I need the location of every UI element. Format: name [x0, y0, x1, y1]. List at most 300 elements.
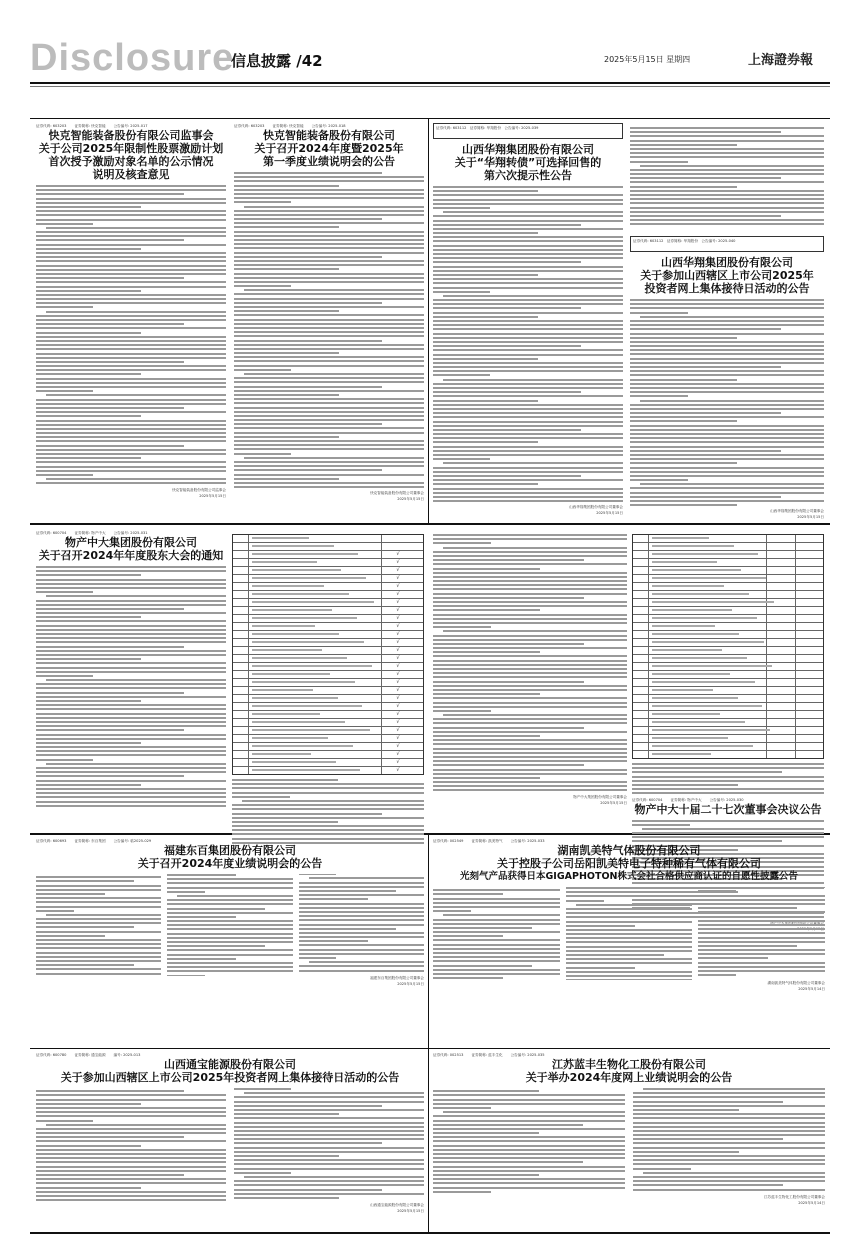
- body-text-line: [433, 706, 627, 708]
- body-text-line: [633, 1184, 783, 1186]
- table-row: [233, 559, 423, 567]
- body-text-line: [36, 604, 226, 606]
- body-text-line: [36, 784, 141, 786]
- body-text-line: [36, 1157, 226, 1159]
- body-text-line: [36, 1132, 226, 1134]
- body-text-line: [633, 1159, 825, 1161]
- body-text-line: [36, 1107, 226, 1109]
- check-icon: √: [396, 599, 400, 605]
- body-text-line: [433, 479, 623, 481]
- body-text-line: [234, 222, 424, 224]
- body-text-line: [566, 908, 693, 910]
- body-text-line: [36, 671, 226, 673]
- body-text-line: [433, 362, 623, 364]
- body-text-line: [433, 1145, 625, 1147]
- body-text-line: [36, 885, 161, 887]
- body-text-line: [36, 420, 226, 422]
- body-text-line: [234, 331, 424, 333]
- body-text-line: [433, 965, 532, 967]
- body-text-line: [36, 206, 141, 208]
- body-text-line: [36, 327, 226, 329]
- body-text-line: [433, 1136, 625, 1138]
- body-text-line: [433, 1094, 625, 1096]
- body-text-line: [433, 588, 627, 590]
- body-text-line: [36, 466, 226, 468]
- notice-signature: 山西通宝能源股份有限公司董事会: [370, 1203, 424, 1208]
- body-text-line: [433, 228, 623, 230]
- body-text-line: [566, 950, 693, 952]
- body-text-line: [698, 945, 797, 947]
- body-text-line: [36, 897, 161, 899]
- body-text-line: [630, 504, 737, 506]
- check-icon: √: [396, 615, 400, 621]
- body-text-line: [36, 750, 226, 752]
- body-text-line: [433, 224, 581, 226]
- table-row: [633, 703, 823, 711]
- body-text-line: [640, 400, 824, 402]
- body-text-line: [633, 1147, 825, 1149]
- body-text-line: [698, 899, 825, 901]
- body-text-line: [46, 394, 226, 396]
- body-text-line: [36, 759, 93, 761]
- body-text-line: [244, 373, 424, 375]
- body-text-line: [299, 911, 424, 913]
- body-text-line: [167, 899, 292, 901]
- body-text-line: [46, 914, 161, 916]
- body-text-line: [234, 201, 291, 203]
- body-text-line: [232, 829, 424, 831]
- body-text-line: [433, 291, 490, 293]
- body-text-line: [36, 315, 226, 317]
- body-text-line: [433, 1149, 625, 1151]
- body-text-line: [234, 277, 424, 279]
- body-text-line: [698, 962, 825, 964]
- body-text-line: [234, 256, 382, 258]
- body-text-line: [630, 450, 781, 452]
- body-text-line: [698, 932, 825, 934]
- body-text-line: [433, 668, 627, 670]
- body-text-line: [36, 931, 161, 933]
- body-text-line: [234, 478, 339, 480]
- section-label: 信息披露 /42: [231, 52, 323, 70]
- body-text-line: [433, 551, 627, 553]
- body-text-line: [36, 189, 226, 191]
- table-row: [633, 551, 823, 559]
- body-text-line: [698, 953, 825, 955]
- body-text-line: [630, 391, 824, 393]
- body-text-line: [299, 882, 424, 884]
- body-text-line: [433, 618, 627, 620]
- body-text-line: [36, 223, 93, 225]
- body-text-line: [36, 302, 226, 304]
- table-row: [633, 583, 823, 591]
- body-text-line: [36, 336, 226, 338]
- body-text-line: [433, 236, 623, 238]
- check-icon: √: [396, 647, 400, 653]
- body-text-line: [244, 289, 424, 291]
- body-text-line: [433, 253, 623, 255]
- body-text-line: [234, 394, 339, 396]
- body-text-line: [433, 274, 538, 276]
- body-text-line: [36, 185, 226, 187]
- body-text-line: [36, 1187, 141, 1189]
- body-text-line: [433, 467, 623, 469]
- body-text-line: [433, 412, 623, 414]
- body-text-line: [433, 1120, 625, 1122]
- body-text-line: [630, 387, 824, 389]
- table-row: [633, 559, 823, 567]
- body-text-line: [433, 475, 581, 477]
- notice-subtitle: 第一季度业绩说明会的公告: [263, 155, 395, 168]
- body-text-line: [698, 966, 825, 968]
- body-text-line: [36, 399, 226, 401]
- body-text-line: [36, 378, 226, 380]
- body-text-line: [234, 1180, 424, 1182]
- table-row: [633, 639, 823, 647]
- body-text-line: [232, 817, 424, 819]
- body-text-line: [630, 383, 824, 385]
- body-text-line: [242, 800, 424, 802]
- body-text-line: [698, 920, 825, 922]
- notice-signature: 湖南凯美特气体股份有限公司董事会: [767, 980, 825, 985]
- check-icon: √: [396, 679, 400, 685]
- body-text-line: [433, 358, 538, 360]
- body-text-line: [632, 780, 824, 782]
- body-text-line: [433, 441, 538, 443]
- body-text-line: [698, 974, 736, 976]
- body-text-line: [36, 734, 226, 736]
- check-icon: √: [396, 591, 400, 597]
- body-text-line: [630, 148, 824, 150]
- body-text-line: [36, 625, 226, 627]
- body-text-line: [36, 1090, 184, 1092]
- body-text-line: [299, 890, 397, 892]
- body-text-line: [698, 928, 825, 930]
- body-text-line: [36, 457, 141, 459]
- notice-title: 福建东百集团股份有限公司: [164, 844, 296, 857]
- body-text-line: [36, 1128, 226, 1130]
- body-text-line: [433, 1132, 539, 1134]
- body-text-line: [36, 796, 226, 798]
- body-text-line: [36, 411, 226, 413]
- body-text-line: [433, 534, 627, 536]
- body-text-line: [36, 574, 141, 576]
- body-text-line: [36, 373, 141, 375]
- body-text-line: [566, 941, 693, 943]
- body-text-line: [566, 971, 693, 973]
- body-text-line: [234, 197, 424, 199]
- body-text-line: [630, 366, 781, 368]
- body-text-line: [433, 1140, 625, 1142]
- body-text-line: [36, 340, 226, 342]
- body-text-line: [433, 927, 532, 929]
- body-text-line: [433, 1178, 625, 1180]
- body-text-line: [433, 1107, 491, 1109]
- body-text-line: [234, 386, 382, 388]
- notice-subtitle: 光刻气产品获得日本GIGAPHOTON株式会社合格供应商认证的自愿性披露公告: [460, 871, 798, 882]
- body-text-line: [630, 341, 824, 343]
- body-text-line: [433, 341, 623, 343]
- authorization-table: [632, 534, 824, 759]
- body-text-line: [633, 1142, 825, 1144]
- table-row: [633, 679, 823, 687]
- body-text-line: [234, 1189, 382, 1191]
- body-text-line: [234, 185, 339, 187]
- body-text-line: [234, 419, 424, 421]
- check-icon: √: [396, 559, 400, 565]
- body-text-line: [36, 587, 226, 589]
- body-text-line: [433, 328, 623, 330]
- body-text-line: [630, 173, 824, 175]
- body-text-line: [234, 247, 424, 249]
- body-text-line: [433, 245, 623, 247]
- body-text-line: [433, 1174, 539, 1176]
- body-text-line: [433, 948, 560, 950]
- body-text-line: [36, 286, 226, 288]
- body-text-line: [633, 1189, 825, 1191]
- notice-title: 快克智能装备股份有限公司: [263, 129, 395, 142]
- body-text-line: [167, 882, 292, 884]
- body-text-line: [36, 906, 161, 908]
- body-text-line: [234, 365, 424, 367]
- body-text-line: [167, 966, 292, 968]
- body-text-line: [234, 226, 339, 228]
- body-text-line: [167, 962, 292, 964]
- body-text-line: [433, 756, 627, 758]
- body-text-line: [630, 404, 824, 406]
- body-text-line: [433, 215, 623, 217]
- body-text-line: [433, 902, 560, 904]
- body-text-line: [167, 954, 292, 956]
- notice-kuake-supervisory: 证券代码: 603203 证券简称: 快克智能 公告编号: 2025-017 快克智能装备股份有限公司监事会 关于公司2025年限制性股票激励计划 首次授予激励对象名单的公示情况 说明及核查意见 快克智能装备股份有限公司监事会 2025年5月15日: [36, 124, 226, 498]
- body-text-line: [566, 967, 636, 969]
- body-text-line: [36, 1174, 184, 1176]
- body-text-line: [36, 910, 74, 912]
- body-text-line: [433, 576, 627, 578]
- body-text-line: [234, 377, 424, 379]
- body-text-line: [36, 1136, 184, 1138]
- notice-title: 物产中大集团股份有限公司: [65, 536, 197, 549]
- table-row: [233, 599, 423, 607]
- notice-subtitle: 关于控股子公司岳阳凯美特电子特种稀有气体有限公司: [497, 857, 761, 870]
- body-text-line: [36, 667, 226, 669]
- body-text-line: [630, 412, 781, 414]
- body-text-line: [443, 547, 627, 549]
- body-text-line: [36, 721, 226, 723]
- check-icon: √: [396, 639, 400, 645]
- body-text-line: [433, 433, 623, 435]
- body-text-line: [640, 165, 824, 167]
- body-text-line: [167, 903, 292, 905]
- body-text-line: [36, 629, 226, 631]
- body-text-line: [630, 299, 824, 301]
- body-text-line: [36, 1111, 226, 1113]
- body-text-line: [36, 725, 226, 727]
- body-text-line: [433, 563, 627, 565]
- notice-title: 江苏蓝丰生物化工股份有限公司: [552, 1058, 706, 1071]
- body-text-line: [234, 281, 424, 283]
- table-row: [633, 535, 823, 543]
- body-text-line: [234, 415, 424, 417]
- body-text-line: [36, 440, 226, 442]
- body-text-line: [36, 1140, 226, 1142]
- body-text-line: [234, 369, 291, 371]
- table-row: [233, 687, 423, 695]
- body-text-line: [234, 1122, 424, 1124]
- body-text-line: [299, 903, 424, 905]
- notice-title: 快克智能装备股份有限公司监事会: [48, 129, 214, 142]
- body-text-line: [234, 1159, 424, 1161]
- body-text-line: [36, 754, 226, 756]
- body-text-line: [36, 641, 226, 643]
- body-text-line: [433, 458, 490, 460]
- body-text-line: [433, 614, 627, 616]
- body-text-line: [299, 898, 368, 900]
- body-text-line: [633, 1176, 825, 1178]
- body-text-line: [36, 432, 226, 434]
- body-text-line: [633, 1155, 825, 1157]
- proposal-table: [232, 534, 424, 775]
- body-text-line: [244, 457, 424, 459]
- body-text-line: [566, 946, 693, 948]
- body-text-line: [630, 379, 737, 381]
- body-text-line: [36, 805, 226, 807]
- notice-subtitle: 投资者网上集体接待日活动的公告: [644, 282, 810, 295]
- body-text-line: [433, 316, 538, 318]
- body-text-line: [234, 436, 339, 438]
- table-row: [633, 599, 823, 607]
- table-row: [633, 671, 823, 679]
- body-text-line: [36, 403, 226, 405]
- body-text-line: [433, 337, 623, 339]
- body-text-line: [36, 436, 226, 438]
- body-text-line: [433, 199, 623, 201]
- body-text-line: [36, 1115, 226, 1117]
- body-text-line: [630, 190, 824, 192]
- body-text-line: [433, 324, 623, 326]
- body-text-line: [36, 202, 226, 204]
- body-text-line: [167, 920, 292, 922]
- body-text-line: [630, 181, 824, 183]
- body-text-line: [234, 344, 424, 346]
- body-text-line: [234, 1147, 424, 1149]
- body-text-line: [630, 207, 824, 209]
- body-text-line: [167, 945, 265, 947]
- body-text-line: [433, 207, 490, 209]
- notice-subtitle: 关于“华翔转债”可选择回售的: [454, 156, 602, 169]
- body-text-line: [234, 486, 424, 488]
- body-text-line: [443, 462, 623, 464]
- body-text-line: [36, 1191, 226, 1193]
- body-text-line: [36, 390, 93, 392]
- body-text-line: [632, 763, 824, 765]
- body-text-line: [234, 448, 424, 450]
- body-text-line: [234, 314, 424, 316]
- check-icon: √: [396, 607, 400, 613]
- body-text-line: [630, 337, 737, 339]
- notice-subtitle: 关于召开2024年度暨2025年: [254, 142, 404, 155]
- table-row: [233, 759, 423, 767]
- body-text-line: [46, 1124, 226, 1126]
- body-text-line: [433, 651, 540, 653]
- body-text-line: [630, 408, 824, 410]
- body-text-line: [433, 939, 560, 941]
- body-text-line: [433, 261, 581, 263]
- body-text-line: [433, 969, 560, 971]
- body-text-line: [443, 1111, 625, 1113]
- body-text-line: [36, 612, 226, 614]
- body-text-line: [630, 433, 824, 435]
- body-text-line: [234, 302, 382, 304]
- table-row: [633, 631, 823, 639]
- body-text-line: [433, 702, 627, 704]
- body-text-line: [167, 949, 292, 951]
- body-text-line: [630, 362, 824, 364]
- body-text-line: [433, 718, 627, 720]
- body-text-line: [36, 738, 226, 740]
- section-rule: [30, 1048, 830, 1049]
- body-text-line: [433, 898, 560, 900]
- body-text-line: [433, 1124, 583, 1126]
- body-text-line: [36, 1145, 141, 1147]
- body-text-line: [234, 335, 424, 337]
- body-text-line: [234, 465, 424, 467]
- body-text-line: [232, 808, 424, 810]
- body-text-line: [433, 789, 627, 791]
- table-row: [233, 767, 423, 774]
- body-text-line: [36, 704, 226, 706]
- body-text-line: [433, 622, 627, 624]
- body-text-line: [566, 891, 693, 893]
- body-text-line: [36, 219, 226, 221]
- body-text-line: [167, 891, 205, 893]
- table-row: [233, 679, 423, 687]
- check-icon: √: [396, 703, 400, 709]
- body-text-line: [433, 333, 623, 335]
- notice-wuchan-board: 证券代码: 600704 证券简称: 物产中大 公告编号: 2025-030 物产中大十届二十七次董事会决议公告: [632, 530, 824, 830]
- body-text-line: [244, 1092, 424, 1094]
- body-text-line: [433, 416, 623, 418]
- body-text-line: [630, 198, 824, 200]
- body-text-line: [433, 685, 627, 687]
- body-text-line: [433, 584, 627, 586]
- check-icon: √: [396, 567, 400, 573]
- body-text-line: [234, 231, 424, 233]
- body-text-line: [36, 415, 141, 417]
- body-text-line: [234, 1088, 291, 1090]
- table-row: [633, 591, 823, 599]
- table-row: [233, 703, 423, 711]
- body-text-line: [630, 454, 824, 456]
- body-text-line: [433, 952, 560, 954]
- body-text-line: [36, 1099, 226, 1101]
- body-text-line: [433, 555, 627, 557]
- body-text-line: [36, 235, 226, 237]
- body-text-line: [433, 425, 623, 427]
- body-text-line: [698, 941, 825, 943]
- body-text-line: [630, 328, 781, 330]
- body-text-line: [433, 710, 491, 712]
- body-text-line: [433, 764, 584, 766]
- body-text-line: [433, 781, 627, 783]
- body-text-line: [566, 962, 693, 964]
- body-text-line: [36, 968, 161, 970]
- body-text-line: [234, 1117, 424, 1119]
- body-text-line: [566, 929, 693, 931]
- notice-subtitle: 关于参加山西辖区上市公司2025年: [640, 269, 814, 282]
- body-text-line: [433, 956, 560, 958]
- body-text-line: [36, 449, 226, 451]
